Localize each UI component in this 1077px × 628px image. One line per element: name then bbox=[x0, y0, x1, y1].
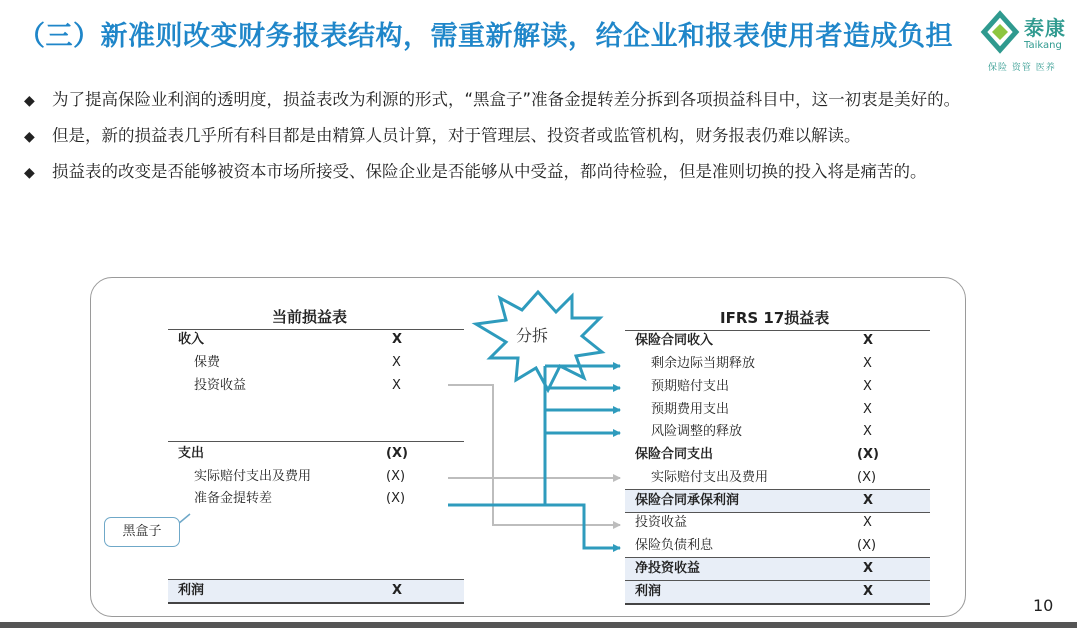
table-row: 保险负债利息 (X) bbox=[635, 538, 877, 553]
table-row: 利润 X bbox=[625, 581, 930, 603]
table-row: 利润 X bbox=[168, 580, 464, 602]
split-burst-label: 分拆 bbox=[516, 326, 549, 345]
table-row: 投资收益 X bbox=[635, 515, 872, 530]
table-row: 风险调整的释放 X bbox=[651, 424, 872, 439]
current-table-title: 当前损益表 bbox=[272, 308, 348, 326]
diamond-bullet-icon: ◆ bbox=[24, 165, 35, 181]
logo-name-en: Taikang bbox=[1024, 40, 1062, 51]
diamond-bullet-icon: ◆ bbox=[24, 93, 35, 109]
table-row: 剩余边际当期释放 X bbox=[651, 356, 872, 371]
table-row: 投资收益 X bbox=[194, 378, 401, 393]
logo-tagline: 保险 资管 医养 bbox=[988, 63, 1056, 73]
black-box-callout: 黑盒子 bbox=[104, 517, 180, 547]
page-number: 10 bbox=[1033, 596, 1054, 615]
ifrs-table-title: IFRS 17损益表 bbox=[720, 309, 830, 327]
table-row: 预期赔付支出 X bbox=[651, 379, 872, 394]
bullet-text: 为了提高保险业利润的透明度，损益表改为利源的形式，“黑盒子”准备金提转差分拆到各项损益科目中，这一初衷是美好的。 bbox=[52, 90, 961, 109]
table-row: 保费 X bbox=[194, 355, 401, 370]
bottom-bar bbox=[0, 622, 1077, 628]
diamond-bullet-icon: ◆ bbox=[24, 129, 35, 145]
table-row: 保险合同承保利润 X bbox=[625, 490, 930, 512]
table-row: 收入 X bbox=[178, 332, 403, 347]
table-row: 保险合同收入 X bbox=[635, 333, 874, 348]
table-row: 支出 (X) bbox=[178, 446, 408, 461]
table-row: 准备金提转差 (X) bbox=[194, 491, 406, 506]
table-row: 预期费用支出 X bbox=[651, 402, 872, 417]
table-row: 实际赔付支出及费用 (X) bbox=[194, 469, 406, 484]
table-row: 净投资收益 X bbox=[625, 558, 930, 580]
bullet-text: 损益表的改变是否能够被资本市场所接受、保险企业是否能够从中受益，都尚待检验，但是准则切换的投入将是痛苦的。 bbox=[52, 162, 927, 181]
page-title: （三）新准则改变财务报表结构，需重新解读，给企业和报表使用者造成负担 bbox=[18, 21, 953, 52]
table-row: 实际赔付支出及费用 (X) bbox=[651, 470, 877, 485]
bullet-text: 但是，新的损益表几乎所有科目都是由精算人员计算，对于管理层、投资者或监管机构，财务报表仍难以解读。 bbox=[52, 126, 861, 145]
table-row: 保险合同支出 (X) bbox=[635, 447, 879, 462]
logo-name-cn: 泰康 bbox=[1024, 16, 1066, 40]
